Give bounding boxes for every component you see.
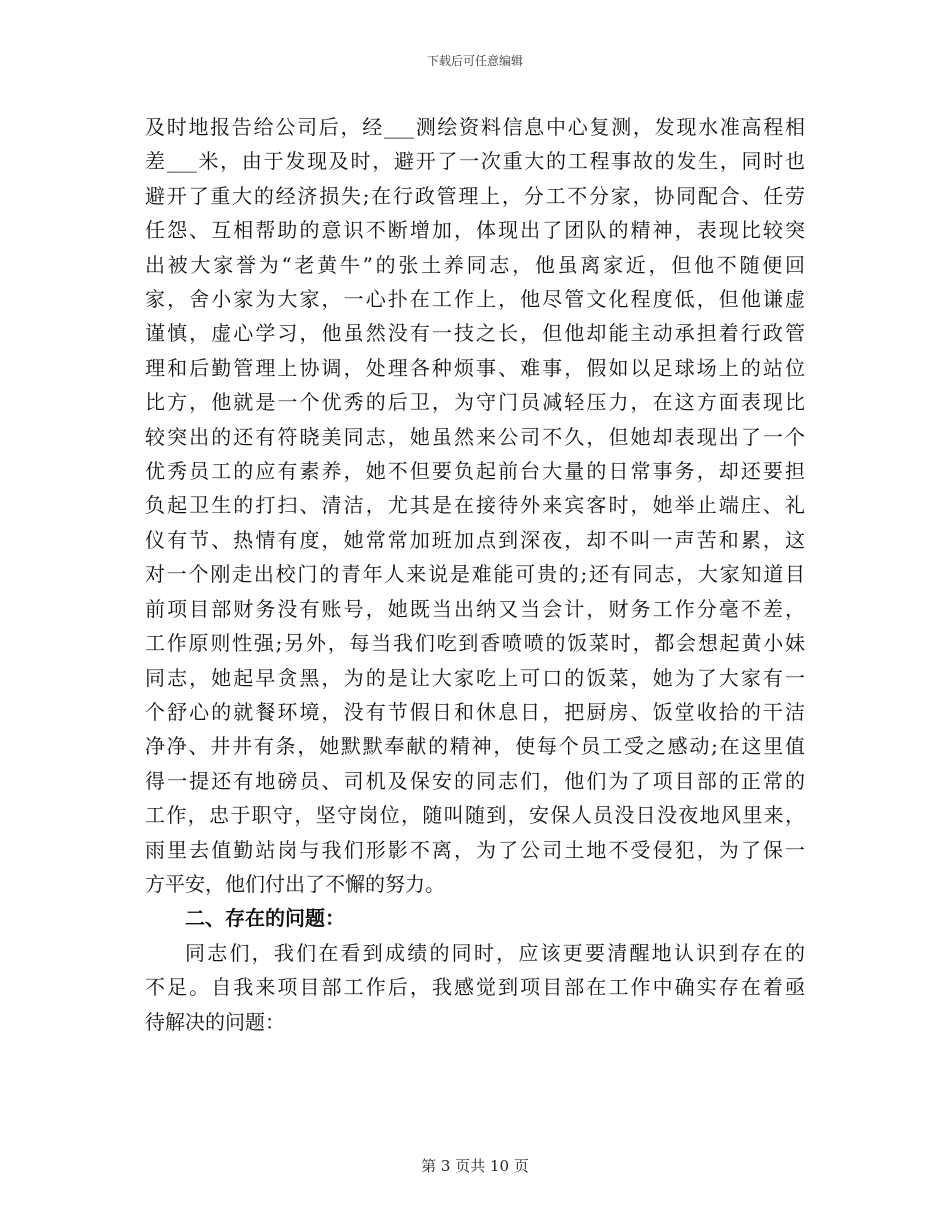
text-line: 家，舍小家为大家，一心扑在工作上，他尽管文化程度低，但他谦虚 — [145, 287, 805, 312]
text-line: 净净、井井有条，她默默奉献的精神，使每个员工受之感动;在这里值 — [145, 734, 805, 759]
document-body — [145, 110, 805, 1039]
text-line: 对一个刚走出校门的青年人来说是难能可贵的;还有同志，大家知道目 — [145, 562, 805, 587]
text-line: 个舒心的就餐环境，没有节假日和休息日，把厨房、饭堂收拾的干洁 — [145, 699, 805, 724]
page-footer: 第 3 页共 10 页 — [421, 1157, 529, 1175]
text-line: 谨慎，虚心学习，他虽然没有一技之长，但他却能主动承担着行政管 — [145, 321, 805, 346]
text-line: 不足。自我来项目部工作后，我感觉到项目部在工作中确实存在着亟 — [145, 975, 805, 1000]
text-line: 任怨、互相帮助的意识不断增加，体现出了团队的精神，表现比较突 — [145, 218, 805, 243]
section-paragraph — [145, 936, 805, 1039]
text-line: 差___米，由于发现及时，避开了一次重大的工程事故的发生，同时也 — [145, 149, 805, 174]
text-line: 出被大家誉为“老黄牛”的张土养同志，他虽离家近，但他不随便回 — [145, 252, 805, 277]
page-header: 下载后可任意编辑 — [426, 54, 523, 68]
text-line: 仪有节、热情有度，她常常加班加点到深夜，却不叫一声苦和累，这 — [145, 527, 805, 552]
text-line: 得一提还有地磅员、司机及保安的同志们，他们为了项目部的正常的 — [145, 768, 805, 793]
text-line: 比方，他就是一个优秀的后卫，为守门员减轻压力，在这方面表现比 — [145, 390, 805, 415]
text-line: 工作，忠于职守，坚守岗位，随叫随到，安保人员没日没夜地风里来， — [145, 803, 805, 828]
text-line: 雨里去值勤站岗与我们形影不离，为了公司土地不受侵犯，为了保一 — [145, 837, 805, 862]
text-line: 及时地报告给公司后，经___测绘资料信息中心复测，发现水准高程相 — [145, 115, 805, 139]
text-line: 待解决的问题： — [145, 1009, 285, 1034]
text-line: 前项目部财务没有账号，她既当出纳又当会计，财务工作分毫不差， — [145, 596, 805, 621]
text-line: 优秀员工的应有素养，她不但要负起前台大量的日常事务，却还要担 — [145, 459, 805, 484]
text-line: 同志们，我们在看到成绩的同时，应该更要清醒地认识到存在的 — [185, 940, 805, 965]
text-line: 工作原则性强;另外，每当我们吃到香喷喷的饭菜时，都会想起黄小妹 — [145, 631, 805, 656]
text-line: 负起卫生的打扫、清洁，尤其是在接待外来宾客时，她举止端庄、礼 — [145, 493, 805, 518]
text-line: 避开了重大的经济损失;在行政管理上，分工不分家，协同配合、任劳 — [145, 183, 805, 208]
paragraph-continuation — [145, 110, 805, 901]
section-heading: 二、存在的问题： — [185, 906, 345, 931]
text-line: 理和后勤管理上协调，处理各种烦事、难事，假如以足球场上的站位 — [145, 355, 805, 380]
text-line: 方平安，他们付出了不懈的努力。 — [145, 871, 445, 896]
text-line: 较突出的还有符晓美同志，她虽然来公司不久，但她却表现出了一个 — [145, 424, 805, 449]
text-line: 同志，她起早贪黑，为的是让大家吃上可口的饭菜，她为了大家有一 — [145, 665, 805, 690]
